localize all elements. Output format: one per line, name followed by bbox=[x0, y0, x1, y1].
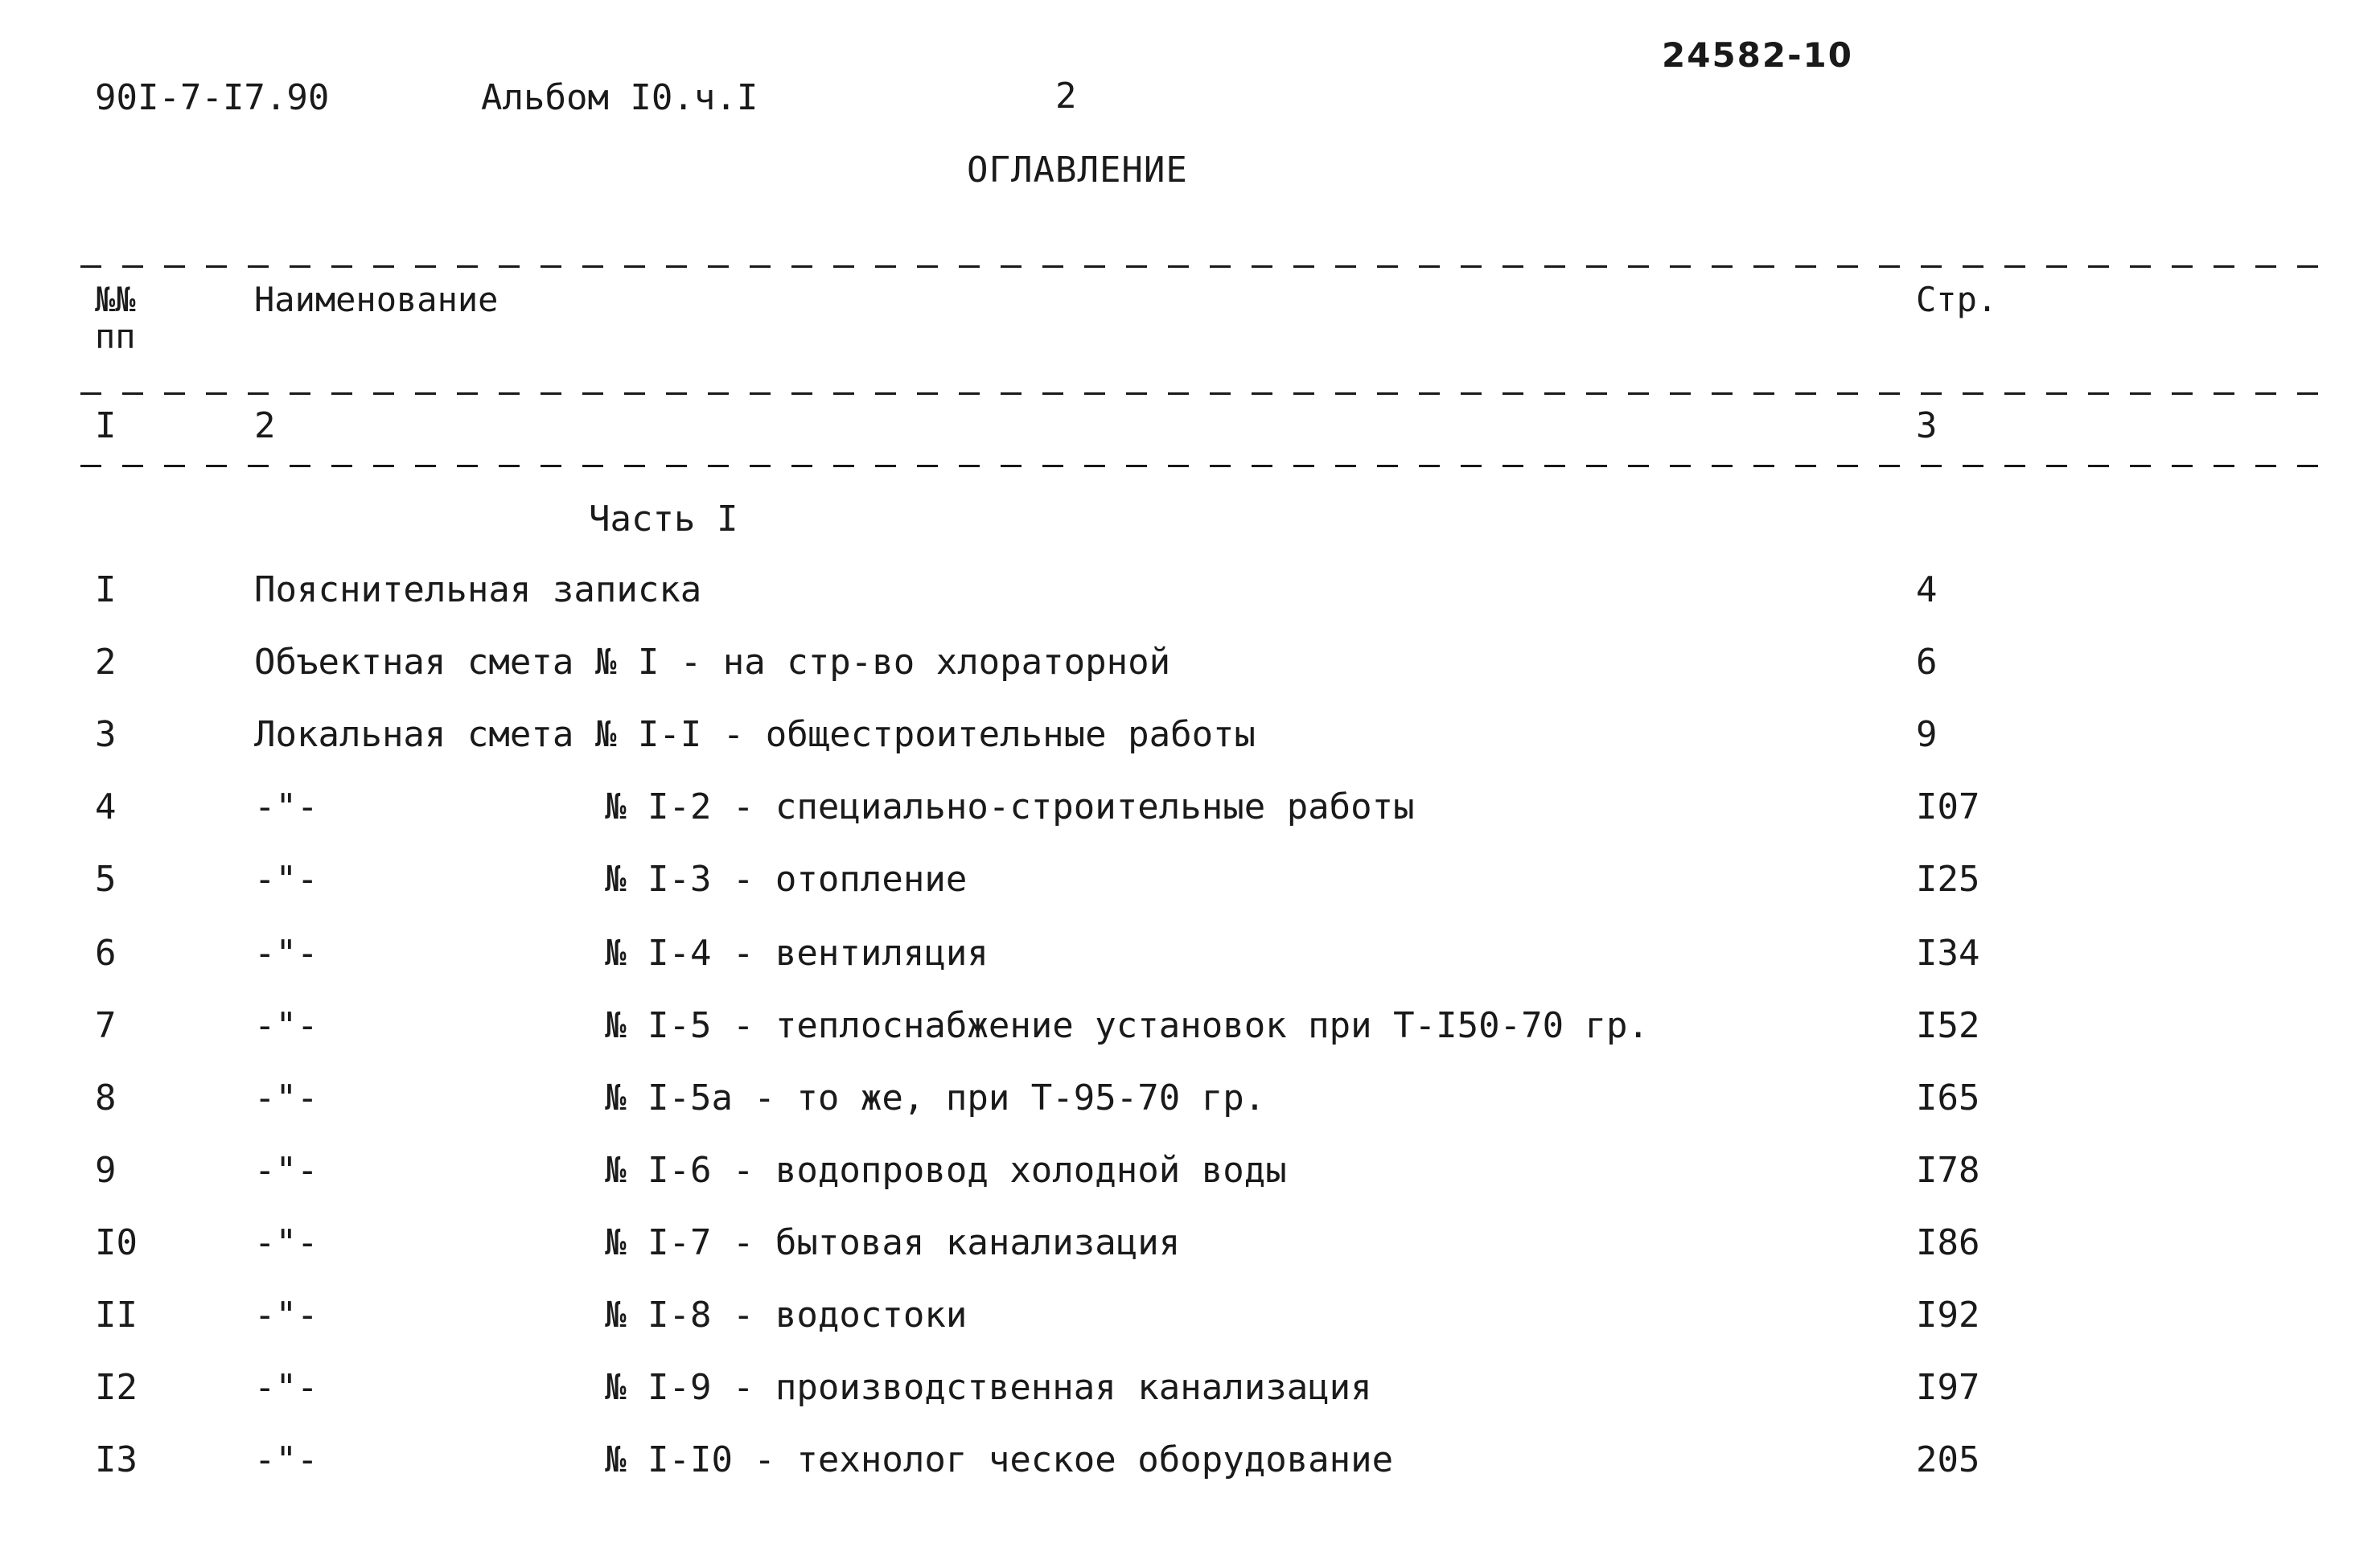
toc-row-page: I65 bbox=[1916, 1077, 1980, 1119]
toc-row-page: I78 bbox=[1916, 1150, 1980, 1191]
page-title: ОГЛАВЛЕНИЕ bbox=[967, 150, 1188, 191]
toc-row-number: 8 bbox=[95, 1077, 117, 1119]
album-label: Альбом I0.ч.I bbox=[481, 77, 758, 118]
toc-row-number: I bbox=[95, 569, 117, 610]
handwritten-number: 24582-10 bbox=[1662, 35, 1853, 75]
toc-row-number: I3 bbox=[95, 1439, 138, 1480]
toc-row-ditto: -"- bbox=[254, 1295, 319, 1336]
column-index-page: 3 bbox=[1916, 405, 1938, 446]
toc-row-number: 3 bbox=[95, 714, 117, 755]
toc-row-page: 9 bbox=[1916, 714, 1938, 755]
page-number: 2 bbox=[1055, 76, 1077, 117]
toc-row-name: Объектная смета № I - на стр-во хлораторной bbox=[254, 642, 1171, 683]
toc-row-number: I0 bbox=[95, 1222, 138, 1263]
toc-row-ditto: -"- bbox=[254, 1439, 319, 1480]
toc-row-page: 4 bbox=[1916, 569, 1938, 610]
toc-row-page: I97 bbox=[1916, 1367, 1980, 1408]
toc-row-ditto: -"- bbox=[254, 933, 319, 974]
toc-row-ditto: -"- bbox=[254, 1150, 319, 1191]
toc-row-estimate: № I-4 - вентиляция bbox=[605, 933, 989, 974]
toc-row-estimate: № I-3 - отопление bbox=[605, 859, 968, 900]
toc-row-page: I86 bbox=[1916, 1222, 1980, 1263]
dashed-divider-top bbox=[80, 265, 2333, 268]
toc-row-estimate: № I-2 - специально-строительные работы bbox=[605, 786, 1415, 827]
toc-row-page: I25 bbox=[1916, 859, 1980, 900]
toc-row-number: 2 bbox=[95, 642, 117, 683]
toc-row-number: I2 bbox=[95, 1367, 138, 1408]
column-header-number bbox=[95, 281, 136, 355]
column-header-page: Стр. bbox=[1916, 280, 1998, 319]
toc-row-number: 7 bbox=[95, 1005, 117, 1046]
dashed-divider-header bbox=[80, 392, 2333, 395]
toc-row-estimate: № I-6 - водопровод холодной воды bbox=[605, 1150, 1287, 1191]
toc-row-ditto: -"- bbox=[254, 786, 319, 827]
toc-row-page: 6 bbox=[1916, 642, 1938, 683]
toc-row-ditto: -"- bbox=[254, 1367, 319, 1408]
document-code: 90I-7-I7.90 bbox=[95, 77, 330, 118]
dashed-divider-index bbox=[80, 465, 2333, 467]
toc-row-estimate: № I-7 - бытовая канализация bbox=[605, 1222, 1181, 1263]
toc-row-number: 9 bbox=[95, 1150, 117, 1191]
column-header-number-line2: пп bbox=[95, 317, 136, 356]
toc-row-number: II bbox=[95, 1295, 138, 1336]
toc-row-estimate: № I-5 - теплоснабжение установок при Т-I50-70 гр. bbox=[605, 1005, 1650, 1046]
toc-row-page: I07 bbox=[1916, 786, 1980, 827]
toc-row-estimate: № I-8 - водостоки bbox=[605, 1295, 968, 1336]
toc-row-name: Локальная смета № I-I - общестроительные работы bbox=[254, 714, 1256, 755]
column-index-number: I bbox=[95, 405, 117, 446]
toc-row-estimate: № I-5а - то же, при Т-95-70 гр. bbox=[605, 1077, 1266, 1119]
toc-row-page: I34 bbox=[1916, 933, 1980, 974]
column-index-name: 2 bbox=[254, 405, 276, 446]
toc-row-page: I52 bbox=[1916, 1005, 1980, 1046]
toc-row-name: Пояснительная записка bbox=[254, 569, 702, 610]
toc-row-page: 205 bbox=[1916, 1439, 1980, 1480]
toc-row-ditto: -"- bbox=[254, 1222, 319, 1263]
toc-row-ditto: -"- bbox=[254, 859, 319, 900]
column-header-name: Наименование bbox=[254, 280, 499, 319]
toc-row-ditto: -"- bbox=[254, 1077, 319, 1119]
toc-row-number: 4 bbox=[95, 786, 117, 827]
toc-row-estimate: № I-9 - производственная канализация bbox=[605, 1367, 1372, 1408]
toc-row-page: I92 bbox=[1916, 1295, 1980, 1336]
column-header-number-line1: №№ bbox=[95, 280, 136, 319]
toc-row-ditto: -"- bbox=[254, 1005, 319, 1046]
toc-row-estimate: № I-I0 - технолог ческое оборудование bbox=[605, 1439, 1394, 1480]
toc-row-number: 5 bbox=[95, 859, 117, 900]
toc-row-number: 6 bbox=[95, 933, 117, 974]
section-heading: Часть I bbox=[589, 499, 738, 540]
